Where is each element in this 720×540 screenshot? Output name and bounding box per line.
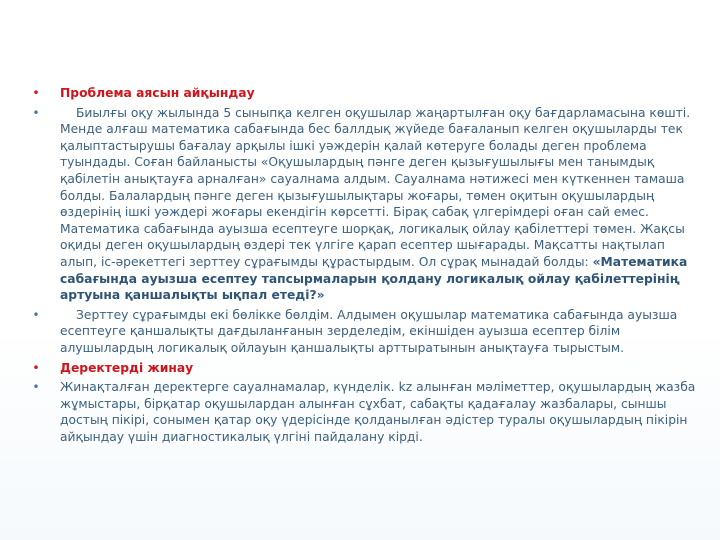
section-heading-problem	[30, 85, 698, 102]
paragraph-text: Жинақталған деректерге сауалнамалар, күнделік. kz алынған мәліметтер, оқушылардың жазба жұмыстары, бірқатар оқушылардан алынған сұхбат, сабақты қадағалау жазбалары, сыншы достың пікірі, сонымен қатар оқу үдерісінде қолданылған әдістер туралы оқушылардың пікірін айқындау үшін диагностикалық үлгіні пайдалану кірді.	[60, 380, 696, 444]
research-question: «Математика сабағында ауызша есептеу тапсырмаларын қолдану логикалық ойлау қабілеттерінің артуына қаншалықты ықпал етеді?»	[60, 254, 688, 303]
bullet-icon: •	[32, 86, 40, 100]
heading-text: Деректерді жинау	[60, 360, 194, 375]
bullet-icon: •	[32, 360, 40, 375]
bullet-icon: •	[32, 380, 40, 395]
paragraph-problem-description	[30, 105, 698, 304]
slide-content	[30, 85, 698, 448]
heading-text: Проблема аясын айқындау	[60, 86, 255, 100]
paragraph-data-sources	[30, 379, 698, 445]
paragraph-text: Зерттеу сұрағымды екі бөлікке бөлдім. Алдымен оқушылар математика сабағында ауызша есептеуге қаншалықты дағдыланғанын зерделедім, екіншіден ауызша есептер білім алушылардың логикалық ойлауын қаншалықты арттыратынын анықтауға тырыстым.	[60, 307, 678, 355]
bullet-icon: •	[32, 105, 40, 120]
paragraph-text: Биылғы оқу жылында 5 сыныпқа келген оқушылар жаңартылған оқу бағдарламасына көшті. Менде алғаш математика сабағында бес баллдық жүйеде бағаланып келген оқушыларды тек қалыптастырушы бағалау арқылы ішкі уәждерін қалай көтеруге болады деген проблема туындады. Соған байланысты «Оқушылардың пәнге деген қызығушылығы мен танымдық қабілетін анықтауға арналған» сауалнама алдым. Сауалнама нәтижесі мен күткеннен тамаша болды. Балалардың пәнге деген қызығушылықтары жоғары, төмен оқитын оқушылардың өздерінің ішкі уәждері жоғары екендігін көрсетті. Бірақ сабақ үлгерімдері оған сай емес. Математика сабағында ауызша есептеуге шорқақ, логикалық ойлау қабілеттері төмен. Жақсы оқиды деген оқушылардың өздері тек үлгіге қарап есептер шығарады. Мақсатты нақтылап алып, іс-әрекеттегі зерттеу сұрағымды құрастырдым. Ол сұрақ мынадай болды:	[60, 105, 691, 269]
bullet-icon: •	[32, 307, 40, 322]
paragraph-research-parts	[30, 307, 698, 357]
section-heading-data-collection	[30, 360, 698, 377]
